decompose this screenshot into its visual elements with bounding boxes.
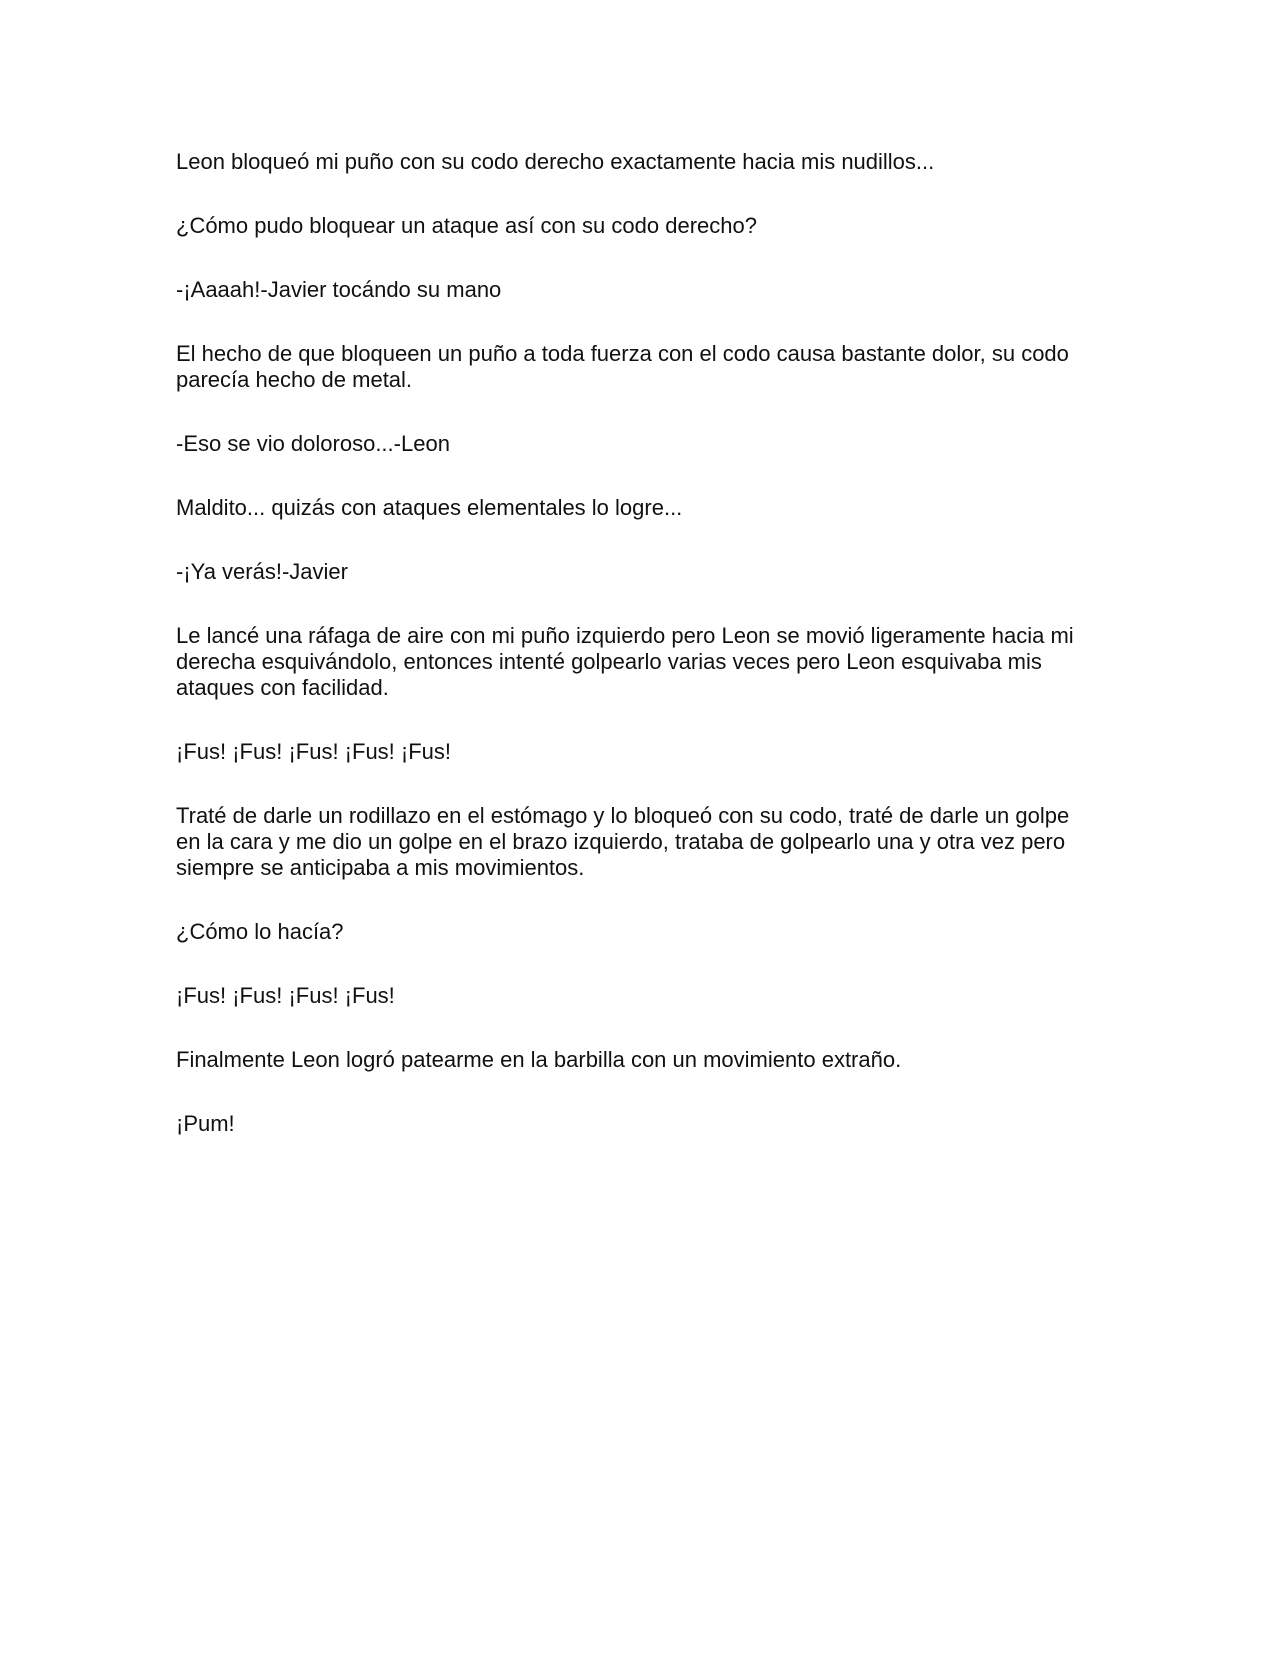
- paragraph: El hecho de que bloqueen un puño a toda fuerza con el codo causa bastante dolor, su codo parecía hecho de metal.: [176, 341, 1069, 392]
- paragraph: Finalmente Leon logró patearme en la barbilla con un movimiento extraño.: [176, 1047, 902, 1072]
- paragraph: Leon bloqueó mi puño con su codo derecho exactamente hacia mis nudillos...: [176, 149, 935, 174]
- paragraph: Maldito... quizás con ataques elementales lo logre...: [176, 495, 683, 520]
- paragraph: -¡Aaaah!-Javier tocándo su mano: [176, 277, 502, 302]
- document-body: [176, 149, 1096, 1175]
- paragraph: Le lancé una ráfaga de aire con mi puño izquierdo pero Leon se movió ligeramente hacia mi derecha esquivándolo, entonces intenté golpearlo varias veces pero Leon esquivaba mis ataques con facilidad.: [176, 623, 1074, 700]
- paragraph: -Eso se vio doloroso...-Leon: [176, 431, 450, 456]
- paragraph: ¿Cómo pudo bloquear un ataque así con su codo derecho?: [176, 213, 757, 238]
- paragraph: -¡Ya verás!-Javier: [176, 559, 348, 584]
- paragraph: ¡Fus! ¡Fus! ¡Fus! ¡Fus!: [176, 983, 395, 1008]
- paragraph: ¡Fus! ¡Fus! ¡Fus! ¡Fus! ¡Fus!: [176, 739, 452, 764]
- paragraph: ¿Cómo lo hacía?: [176, 919, 344, 944]
- paragraph: ¡Pum!: [176, 1111, 235, 1136]
- paragraph: Traté de darle un rodillazo en el estómago y lo bloqueó con su codo, traté de darle un golpe en la cara y me dio un golpe en el brazo izquierdo, trataba de golpearlo una y otra vez pero siempre se anticipaba a mis movimientos.: [176, 803, 1070, 880]
